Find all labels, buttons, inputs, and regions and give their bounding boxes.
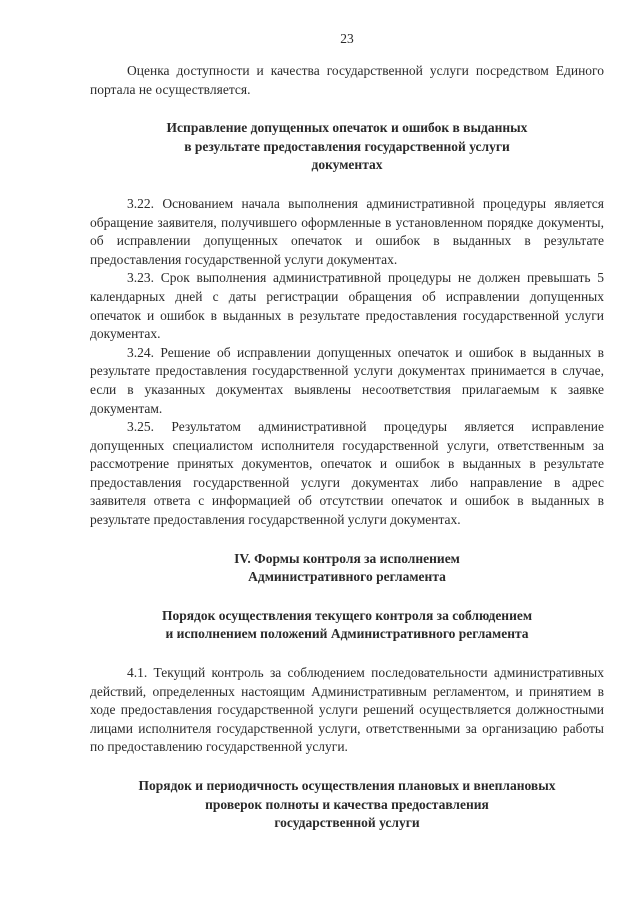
- section-iv-heading: [90, 550, 604, 587]
- subsection-current-control-heading: [90, 607, 604, 644]
- heading-line: и исполнением положений Административного регламента: [165, 626, 529, 642]
- paragraph-3-22: 3.22. Основанием начала выполнения административной процедуры является обращение заявителя, получившего оформленные в установленном порядке документы, об исправлении допущенных опечаток и ошибок в выданных в результате предоставления государственной услуги документах.: [90, 195, 604, 267]
- section-errors-heading: [90, 119, 604, 175]
- heading-line: Исправление допущенных опечаток и ошибок в выданных: [166, 120, 528, 136]
- heading-line: документах: [311, 157, 383, 173]
- heading-line: Порядок и периодичность осуществления плановых и внеплановых: [138, 778, 556, 793]
- paragraph-3-24: 3.24. Решение об исправлении допущенных опечаток и ошибок в выданных в результате предоставления государственной услуги документах принимается в случае, если в указанных документах выявлены несоответствия прилагаемым к заявке документам.: [90, 344, 604, 416]
- paragraph-3-23: 3.23. Срок выполнения административной процедуры не должен превышать 5 календарных дней с даты регистрации обращения об исправлении допущенных опечаток и ошибок в выданных в результате предоставления государственной услуги документах.: [90, 270, 604, 342]
- heading-line: государственной услуги: [274, 815, 420, 831]
- subsection-inspections-heading: [90, 777, 604, 833]
- heading-line: Порядок осуществления текущего контроля за соблюдением: [161, 607, 533, 623]
- heading-line: Административного регламента: [248, 569, 446, 585]
- heading-line: IV. Формы контроля за исполнением: [234, 550, 460, 566]
- intro-paragraph: Оценка доступности и качества государственной услуги посредством Единого портала не осуществляется.: [90, 63, 604, 97]
- paragraph-3-25: 3.25. Результатом административной процедуры является исправление допущенных специалистом исполнителя государственной услуги, ответственным за рассмотрение принятых документов, опечаток и ошибок в выданных в результате предоставления государственной услуги документах либо направление в адрес заявителя ответа с информацией об отсутствии опечаток и ошибок в выданных в результате предоставления государственной услуги документах.: [90, 419, 604, 528]
- heading-line: в результате предоставления государственной услуги: [184, 138, 510, 154]
- paragraph-4-1: 4.1. Текущий контроль за соблюдением последовательности административных действий, определенных настоящим Административным регламентом, и принятием в ходе предоставления государственной услуги решений осуществляется должностными лицами исполнителя государственной услуги, ответственными за организацию работы по предоставлению государственной услуги.: [90, 665, 604, 755]
- heading-line: проверок полноты и качества предоставления: [205, 796, 489, 812]
- page-number: 23: [340, 31, 354, 46]
